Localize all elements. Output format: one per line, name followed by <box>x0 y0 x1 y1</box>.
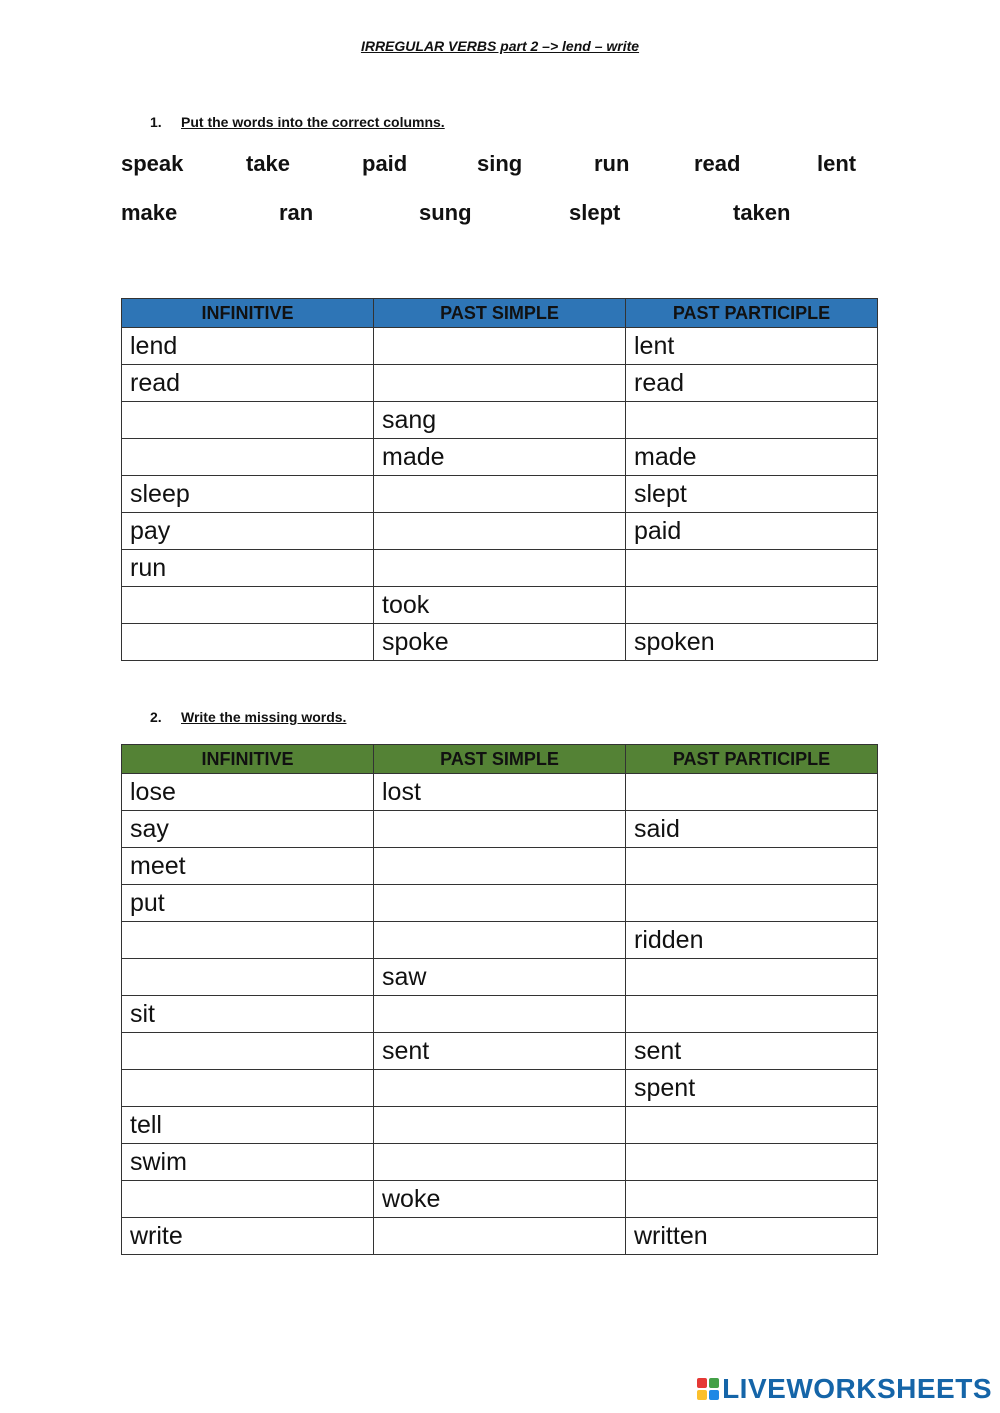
infinitive-cell: lend <box>122 328 374 365</box>
past-participle-cell[interactable] <box>626 885 878 922</box>
infinitive-cell: swim <box>122 1144 374 1181</box>
infinitive-cell: pay <box>122 513 374 550</box>
past-simple-cell: sent <box>374 1033 626 1070</box>
past-participle-cell[interactable] <box>626 774 878 811</box>
past-simple-cell[interactable] <box>374 885 626 922</box>
header-past-participle: PAST PARTICIPLE <box>626 745 878 774</box>
past-simple-cell[interactable] <box>374 476 626 513</box>
word-bank-item: sing <box>477 151 523 176</box>
infinitive-cell: sleep <box>122 476 374 513</box>
word-bank-item: speak <box>121 151 184 176</box>
exercise-2-instruction-text: Write the missing words. <box>181 709 347 725</box>
table-row <box>122 476 878 513</box>
exercise-1-instruction-text: Put the words into the correct columns. <box>181 114 445 130</box>
infinitive-cell[interactable] <box>122 922 374 959</box>
past-simple-cell: sang <box>374 402 626 439</box>
table-row <box>122 513 878 550</box>
past-participle-cell: spent <box>626 1070 878 1107</box>
table-row <box>122 848 878 885</box>
table-header-row <box>122 745 878 774</box>
exercise-1-number: 1. <box>150 114 162 130</box>
table-row <box>122 550 878 587</box>
word-bank-item: lent <box>817 151 857 176</box>
liveworksheets-logo-icon <box>697 1378 719 1400</box>
infinitive-cell[interactable] <box>122 587 374 624</box>
exercise-1-instruction <box>150 114 445 130</box>
past-participle-cell[interactable] <box>626 848 878 885</box>
past-participle-cell: read <box>626 365 878 402</box>
infinitive-cell: run <box>122 550 374 587</box>
past-simple-cell[interactable] <box>374 1218 626 1255</box>
table-row <box>122 1144 878 1181</box>
past-simple-cell[interactable] <box>374 1070 626 1107</box>
past-simple-cell[interactable] <box>374 848 626 885</box>
exercise-1-table <box>121 298 878 661</box>
word-bank-item: run <box>594 151 630 176</box>
infinitive-cell: lose <box>122 774 374 811</box>
past-simple-cell: spoke <box>374 624 626 661</box>
past-participle-cell: ridden <box>626 922 878 959</box>
exercise-2-instruction <box>150 709 346 725</box>
header-infinitive: INFINITIVE <box>122 745 374 774</box>
past-participle-cell: sent <box>626 1033 878 1070</box>
infinitive-cell[interactable] <box>122 439 374 476</box>
table-row <box>122 624 878 661</box>
exercise-2-number: 2. <box>150 709 162 725</box>
past-participle-cell: written <box>626 1218 878 1255</box>
table-row <box>122 811 878 848</box>
word-bank-item: slept <box>569 200 621 225</box>
infinitive-cell[interactable] <box>122 402 374 439</box>
past-participle-cell: slept <box>626 476 878 513</box>
header-infinitive: INFINITIVE <box>122 299 374 328</box>
past-participle-cell[interactable] <box>626 1181 878 1218</box>
past-simple-cell[interactable] <box>374 513 626 550</box>
word-bank-item: taken <box>733 200 791 225</box>
liveworksheets-logo[interactable] <box>697 1373 992 1405</box>
table-row <box>122 959 878 996</box>
word-bank-item: make <box>121 200 178 225</box>
infinitive-cell: put <box>122 885 374 922</box>
past-participle-cell: made <box>626 439 878 476</box>
table-row <box>122 1218 878 1255</box>
header-past-simple: PAST SIMPLE <box>374 299 626 328</box>
past-simple-cell[interactable] <box>374 996 626 1033</box>
infinitive-cell[interactable] <box>122 1070 374 1107</box>
table-row <box>122 922 878 959</box>
infinitive-cell: write <box>122 1218 374 1255</box>
past-simple-cell[interactable] <box>374 811 626 848</box>
infinitive-cell: say <box>122 811 374 848</box>
table-row <box>122 402 878 439</box>
infinitive-cell: meet <box>122 848 374 885</box>
past-simple-cell: saw <box>374 959 626 996</box>
past-simple-cell[interactable] <box>374 1144 626 1181</box>
table-row <box>122 365 878 402</box>
exercise-2-table <box>121 744 878 1255</box>
word-bank-item: paid <box>362 151 408 176</box>
past-simple-cell[interactable] <box>374 365 626 402</box>
past-participle-cell[interactable] <box>626 1144 878 1181</box>
past-simple-cell: woke <box>374 1181 626 1218</box>
infinitive-cell: read <box>122 365 374 402</box>
logo-text: LIVEWORKSHEETS <box>722 1373 992 1404</box>
past-participle-cell[interactable] <box>626 587 878 624</box>
past-participle-cell[interactable] <box>626 1107 878 1144</box>
past-simple-cell[interactable] <box>374 550 626 587</box>
word-bank-item: take <box>246 151 291 176</box>
infinitive-cell[interactable] <box>122 959 374 996</box>
past-simple-cell: lost <box>374 774 626 811</box>
table-row <box>122 1107 878 1144</box>
past-participle-cell: spoken <box>626 624 878 661</box>
worksheet-title: IRREGULAR VERBS part 2 –> lend – write <box>360 38 640 54</box>
table-header-row <box>122 299 878 328</box>
header-past-participle: PAST PARTICIPLE <box>626 299 878 328</box>
table-row <box>122 1033 878 1070</box>
table-row <box>122 439 878 476</box>
past-participle-cell: paid <box>626 513 878 550</box>
infinitive-cell[interactable] <box>122 1033 374 1070</box>
past-simple-cell: took <box>374 587 626 624</box>
past-simple-cell: made <box>374 439 626 476</box>
past-simple-cell[interactable] <box>374 328 626 365</box>
table-row <box>122 885 878 922</box>
word-bank-item: read <box>694 151 741 176</box>
table-row <box>122 774 878 811</box>
past-participle-cell[interactable] <box>626 959 878 996</box>
past-participle-cell[interactable] <box>626 550 878 587</box>
table-row <box>122 996 878 1033</box>
past-participle-cell[interactable] <box>626 402 878 439</box>
infinitive-cell: tell <box>122 1107 374 1144</box>
table-row <box>122 1070 878 1107</box>
past-simple-cell[interactable] <box>374 922 626 959</box>
past-participle-cell[interactable] <box>626 996 878 1033</box>
table-row <box>122 587 878 624</box>
past-participle-cell: lent <box>626 328 878 365</box>
past-simple-cell[interactable] <box>374 1107 626 1144</box>
word-bank-item: sung <box>419 200 472 225</box>
table-row <box>122 328 878 365</box>
header-past-simple: PAST SIMPLE <box>374 745 626 774</box>
infinitive-cell: sit <box>122 996 374 1033</box>
word-bank-item: ran <box>279 200 314 225</box>
past-participle-cell: said <box>626 811 878 848</box>
table-row <box>122 1181 878 1218</box>
infinitive-cell[interactable] <box>122 624 374 661</box>
infinitive-cell[interactable] <box>122 1181 374 1218</box>
